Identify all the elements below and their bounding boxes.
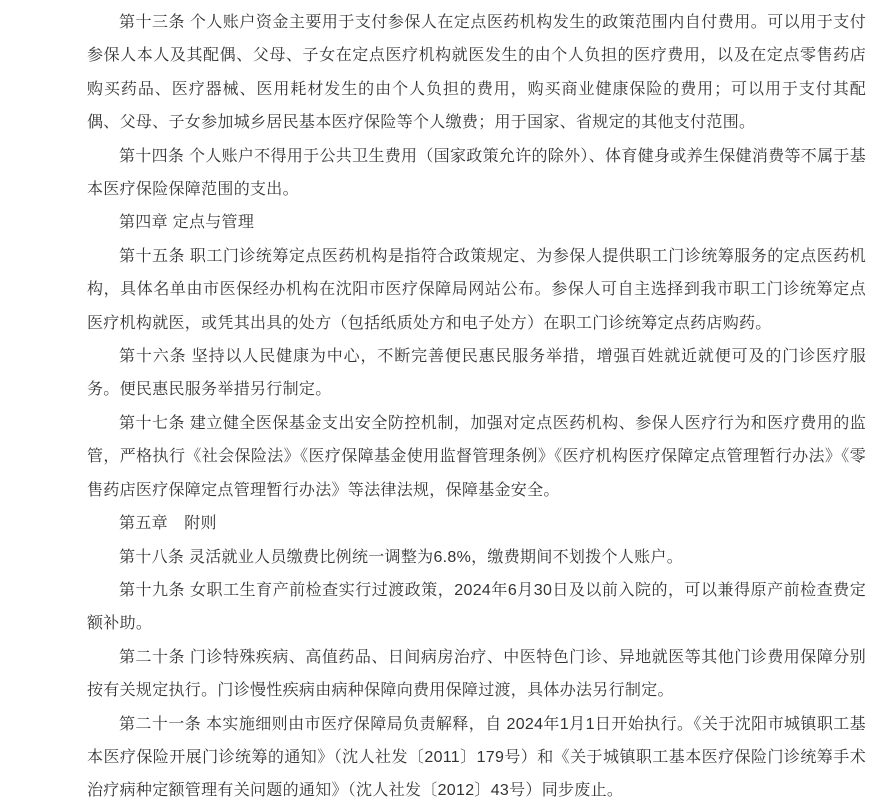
chapter-heading: 第五章 附则 xyxy=(119,515,217,533)
article-paragraph: 第二十一条 本实施细则由市医疗保障局负责解释，自 2024年1月1日开始执行。《关于沈阳市城镇职工基本医疗保险开展门诊统筹的通知》（沈人社发〔2011〕179号）和《关于城镇职工基本医疗保险门诊统筹手术治疗病种定额管理有关问题的通知》（沈人社发〔2012〕43号）同步废止。 xyxy=(87,715,866,800)
article-paragraph: 第二十条 门诊特殊疾病、高值药品、日间病房治疗、中医特色门诊、异地就医等其他门诊费用保障分别按有关规定执行。门诊慢性疾病由病种保障向费用保障过渡，具体办法另行制定。 xyxy=(87,648,866,700)
article-paragraph: 第十七条 建立健全医保基金支出安全防控机制，加强对定点医药机构、参保人医疗行为和医疗费用的监管，严格执行《社会保险法》《医疗保障基金使用监督管理条例》《医疗机构医疗保障定点管理暂行办法》《零售药店医疗保障定点管理暂行办法》等法律法规，保障基金安全。 xyxy=(87,414,866,499)
chapter-heading: 第四章 定点与管理 xyxy=(119,214,255,232)
article-paragraph: 第十六条 坚持以人民健康为中心，不断完善便民惠民服务举措，增强百姓就近就便可及的门诊医疗服务。便民惠民服务举措另行制定。 xyxy=(87,348,866,399)
article-paragraph: 第十四条 个人账户不得用于公共卫生费用（国家政策允许的除外）、体育健身或养生保健消费等不属于基本医疗保险保障范围的支出。 xyxy=(87,147,866,199)
article-paragraph: 第十五条 职工门诊统筹定点医药机构是指符合政策规定、为参保人提供职工门诊统筹服务的定点医药机构，具体名单由市医保经办机构在沈阳市医疗保障局网站公布。参保人可自主选择到我市职工门诊统筹定点医疗机构就医，或凭其出具的处方（包括纸质处方和电子处方）在职工门诊统筹定点药店购药。 xyxy=(87,247,866,332)
article-paragraph: 第十三条 个人账户资金主要用于支付参保人在定点医药机构发生的政策范围内自付费用。可以用于支付参保人本人及其配偶、父母、子女在定点医疗机构就医发生的由个人负担的医疗费用，以及在定点零售药店购买药品、医疗器械、医用耗材发生的由个人负担的费用，购买商业健康保险的费用；可以用于支付其配偶、父母、子女参加城乡居民基本医疗保险等个人缴费；用于国家、省规定的其他支付范围。 xyxy=(87,14,866,132)
document-body xyxy=(87,6,866,808)
article-paragraph: 第十九条 女职工生育产前检查实行过渡政策，2024年6月30日及以前入院的，可以兼得原产前检查费定额补助。 xyxy=(87,581,866,633)
article-paragraph: 第十八条 灵活就业人员缴费比例统一调整为6.8%，缴费期间不划拨个人账户。 xyxy=(119,548,684,566)
